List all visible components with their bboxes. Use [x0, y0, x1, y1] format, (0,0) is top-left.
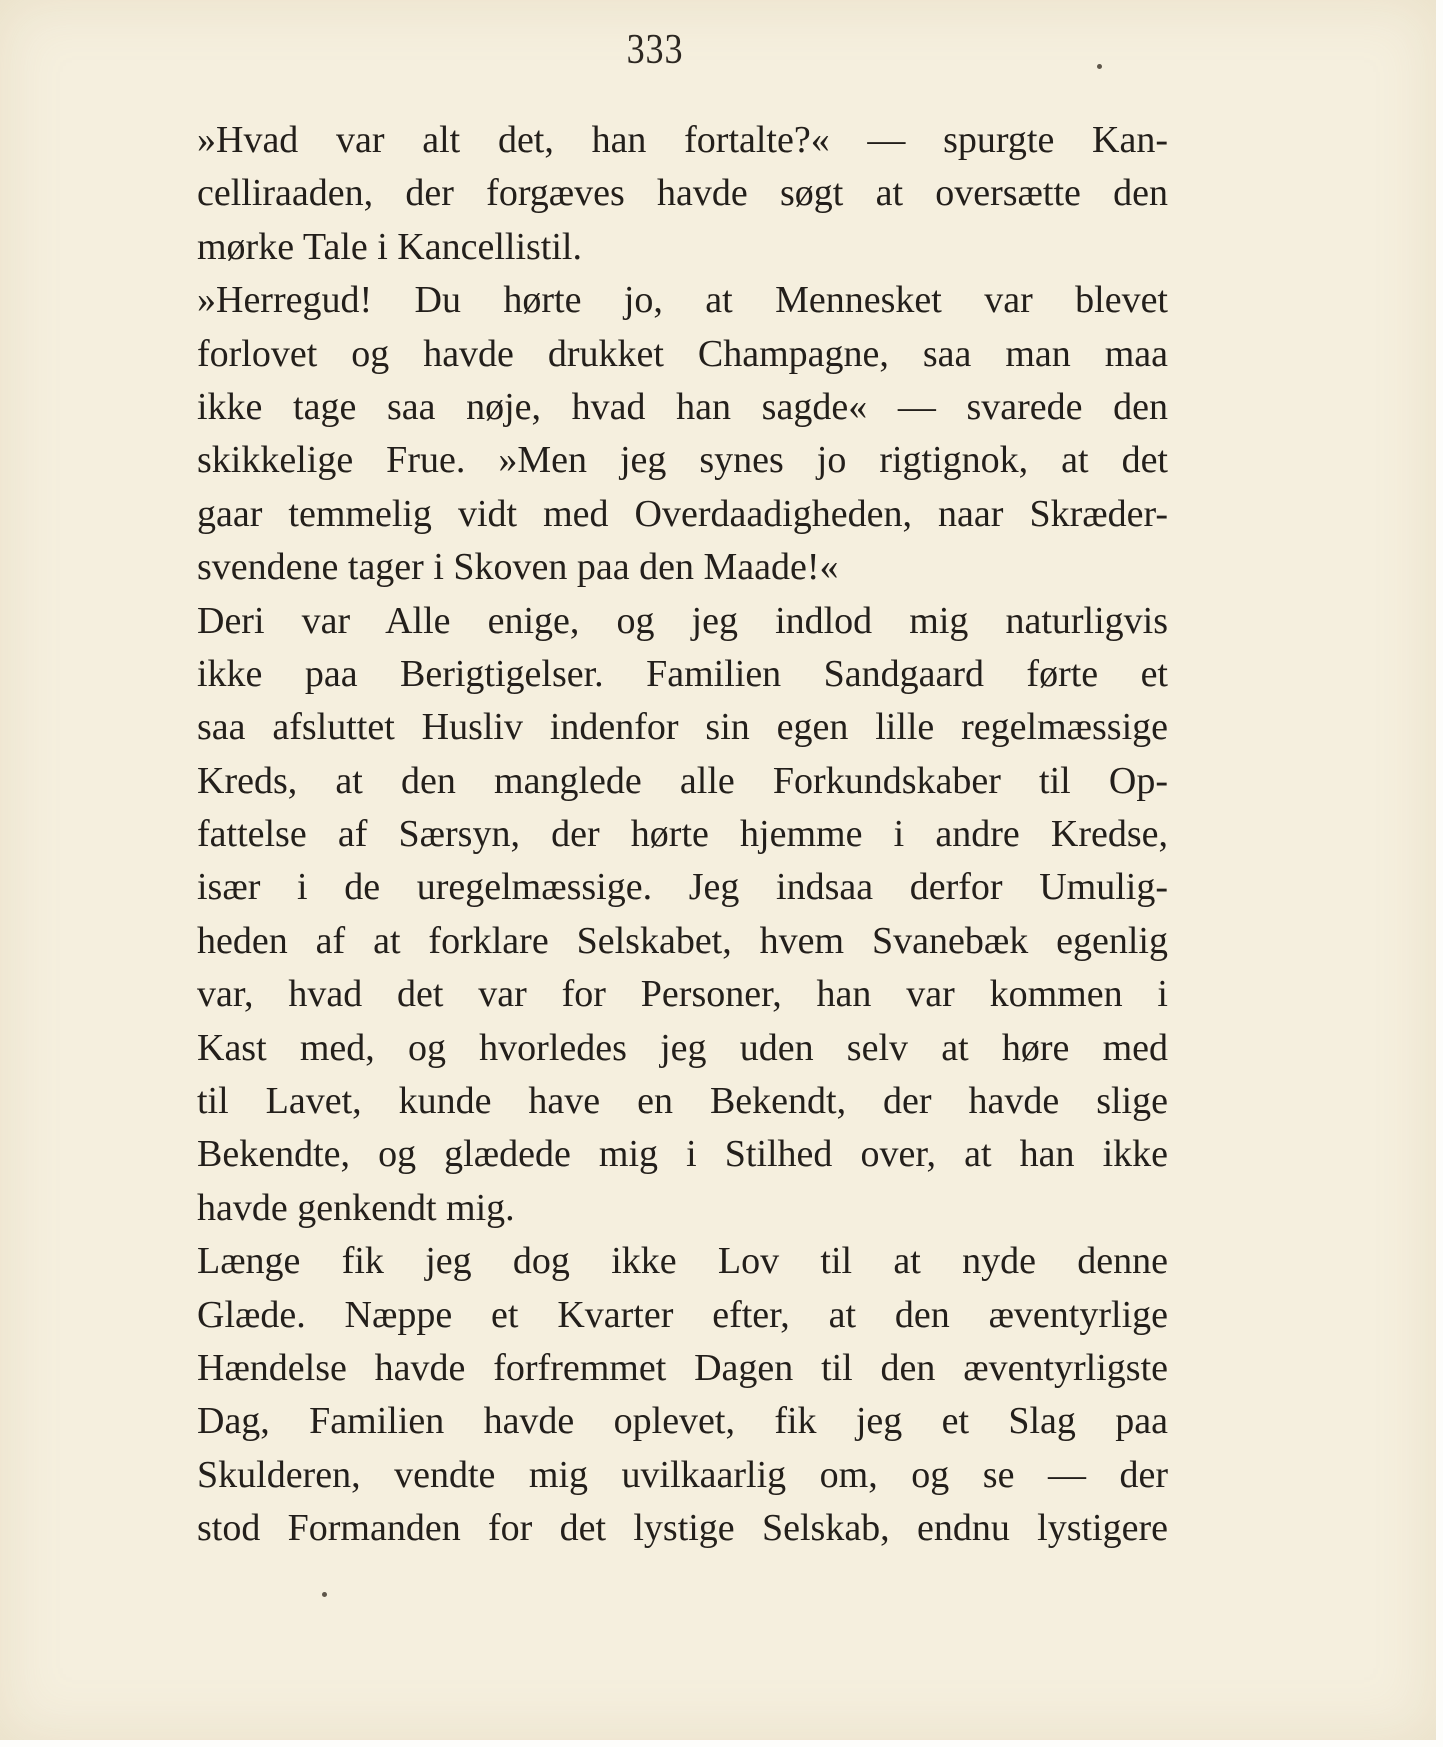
text-line: skikkelige Frue. »Men jeg synes jo rigtignok, at det: [197, 439, 1168, 482]
page-number: 333: [626, 27, 684, 73]
text-line: stod Formanden for det lystige Selskab, endnu lystigere: [197, 1507, 1168, 1550]
paragraph-4: [113, 1235, 1168, 1555]
text-line: »Hvad var alt det, han fortalte?« — spurgte Kan-: [197, 119, 1168, 161]
text-line: Skulderen, vendte mig uvilkaarlig om, og se — der: [197, 1453, 1168, 1496]
paragraph-2: [113, 274, 1168, 594]
text-line: Kast med, og hvorledes jeg uden selv at høre med: [197, 1026, 1168, 1069]
text-line: saa afsluttet Husliv indenfor sin egen lille regelmæssige: [197, 706, 1168, 749]
text-line: Deri var Alle enige, og jeg indlod mig naturligvis: [197, 599, 1168, 642]
paper-speck: [322, 1592, 327, 1597]
text-line: Bekendte, og glædede mig i Stilhed over, at han ikke: [197, 1133, 1168, 1176]
text-line: havde genkendt mig.: [197, 1186, 515, 1229]
text-line: ikke tage saa nøje, hvad han sagde« — svarede den: [197, 385, 1168, 428]
text-line: til Lavet, kunde have en Bekendt, der havde slige: [197, 1080, 1168, 1123]
text-line: fattelse af Særsyn, der hørte hjemme i andre Kredse,: [197, 813, 1168, 856]
paragraph-3: [113, 595, 1168, 1236]
text-line: Kreds, at den manglede alle Forkundskaber til Op-: [197, 759, 1168, 802]
text-line: mørke Tale i Kancellistil.: [197, 225, 582, 268]
text-line: Glæde. Næppe et Kvarter efter, at den æventyrlige: [197, 1293, 1168, 1336]
text-line: Længe fik jeg dog ikke Lov til at nyde denne: [197, 1240, 1168, 1283]
text-line: svendene tager i Skoven paa den Maade!«: [197, 546, 839, 589]
text-line: Hændelse havde forfremmet Dagen til den æventyrligste: [197, 1346, 1168, 1389]
text-line: ikke paa Berigtigelser. Familien Sandgaard førte et: [197, 652, 1168, 695]
text-line: celliraaden, der forgæves havde søgt at oversætte den: [197, 172, 1168, 215]
text-line: forlovet og havde drukket Champagne, saa man maa: [197, 332, 1168, 375]
text-line: Dag, Familien havde oplevet, fik jeg et Slag paa: [197, 1400, 1168, 1443]
paper-speck: [1097, 64, 1102, 69]
text-line: gaar temmelig vidt med Overdaadigheden, naar Skræder-: [197, 492, 1168, 535]
text-line: »Herregud! Du hørte jo, at Mennesket var blevet: [197, 279, 1168, 322]
body-text: [113, 114, 1168, 1556]
text-line: især i de uregelmæssige. Jeg indsaa derfor Umulig-: [197, 866, 1168, 909]
text-line: var, hvad det var for Personer, han var kommen i: [197, 973, 1168, 1016]
text-line: heden af at forklare Selskabet, hvem Svanebæk egenlig: [197, 919, 1168, 962]
paragraph-1: [113, 114, 1168, 274]
